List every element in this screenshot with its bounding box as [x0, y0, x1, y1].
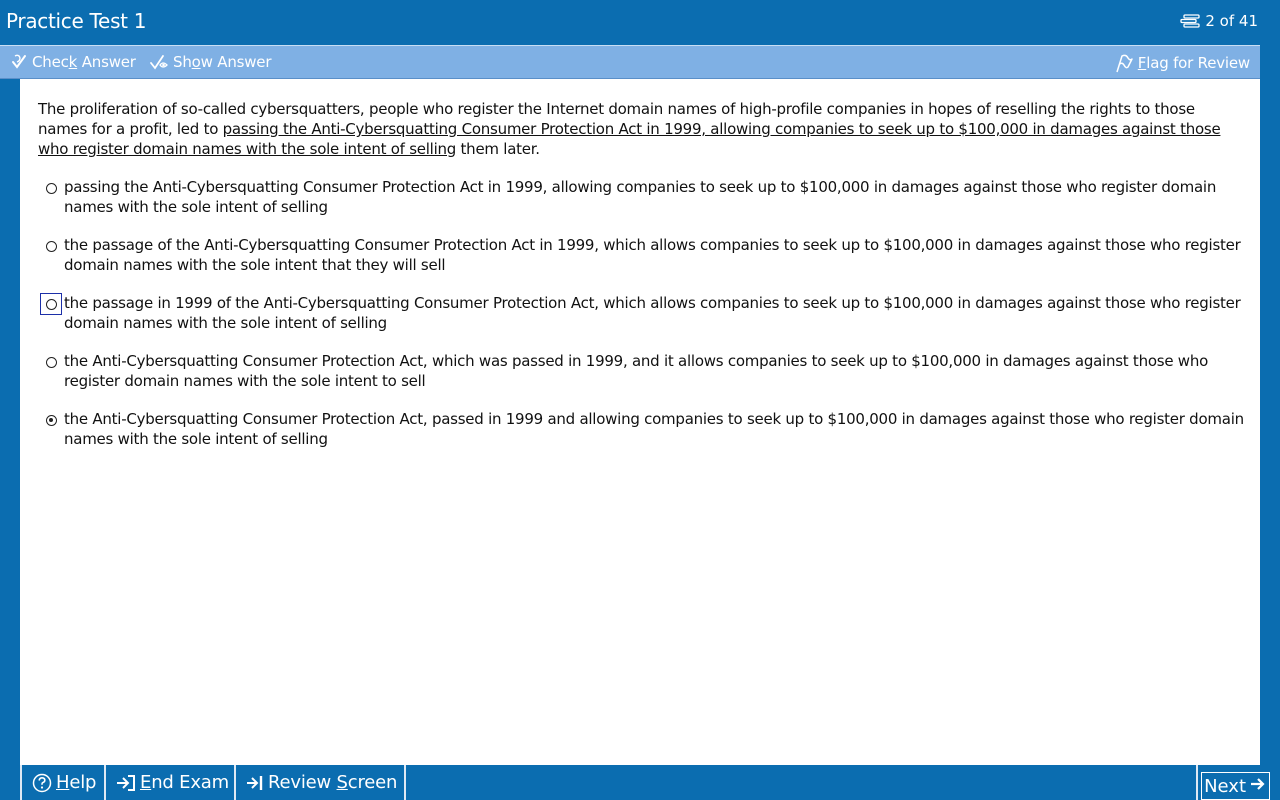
end-exam-icon [116, 774, 136, 792]
toolbar [0, 45, 1260, 79]
question-counter [1180, 12, 1258, 30]
divider [404, 765, 406, 800]
show-answer-icon [149, 53, 169, 71]
answer-text-b: the passage of the Anti-Cybersquatting Consumer Protection Act in 1999, which allows companies to seek up to $100,000 in damages against those who register domain names with the sole intent that they will sell [64, 236, 1241, 274]
radio-d-wrap[interactable] [40, 351, 62, 373]
counter-text: 2 of 41 [1205, 12, 1258, 30]
next-arrow-icon [1250, 776, 1266, 797]
question-prefix: The proliferation of so-called cybersquatters, people who register the Internet domain names of high-profile companies in hopes of reselling the rights to those names for a profit, led to [38, 100, 1195, 138]
answer-text-e: the Anti-Cybersquatting Consumer Protection Act, passed in 1999 and allowing companies to seek up to $100,000 in damages against those who register domain names with the sole intent of selling [64, 410, 1244, 448]
flag-icon [1114, 53, 1134, 73]
end-exam-button[interactable] [116, 765, 229, 800]
divider [1196, 765, 1198, 800]
radio-e-wrap[interactable] [40, 409, 62, 431]
answer-option-e[interactable] [40, 409, 1244, 467]
show-answer-button[interactable] [149, 53, 271, 71]
review-screen-label: Review Screen [268, 772, 398, 793]
radio-button-e-selected[interactable] [46, 415, 57, 426]
review-screen-button[interactable] [246, 765, 397, 800]
check-answer-icon [10, 53, 28, 71]
flag-for-review-label: Flag for Review [1137, 54, 1250, 72]
divider [104, 765, 106, 800]
answer-option-a[interactable] [40, 177, 1240, 235]
radio-button-b[interactable] [46, 241, 57, 252]
radio-button-c[interactable] [46, 299, 57, 310]
window-title: Practice Test 1 [6, 9, 147, 33]
next-label: Next [1204, 775, 1246, 797]
next-button[interactable] [1201, 772, 1270, 800]
answer-option-b[interactable] [40, 235, 1240, 293]
question-panel [20, 79, 1260, 765]
title-bar [0, 0, 1280, 44]
help-label: Help [56, 772, 97, 793]
answer-text-c: the passage in 1999 of the Anti-Cybersquatting Consumer Protection Act, which allows companies to seek up to $100,000 in damages against those who register domain names with the sole intent of selling [64, 294, 1241, 332]
help-icon [32, 773, 52, 793]
answer-options [40, 177, 1244, 467]
flag-for-review-button[interactable] [1114, 53, 1250, 73]
show-answer-label: Show Answer [173, 53, 272, 71]
answer-option-c[interactable] [40, 293, 1240, 351]
bottom-bar [20, 765, 1280, 800]
answer-text-a: passing the Anti-Cybersquatting Consumer Protection Act in 1999, allowing companies to seek up to $100,000 in damages against those who register domain names with the sole intent of selling [64, 178, 1217, 216]
question-underlined: passing the Anti-Cybersquatting Consumer Protection Act in 1999, allowing companies to seek up to $100,000 in damages against those who register domain names with the sole intent of selling [38, 120, 1221, 158]
radio-button-d[interactable] [46, 357, 57, 368]
divider [234, 765, 236, 800]
question-suffix: them later. [456, 140, 540, 158]
radio-c-wrap-focused[interactable] [40, 293, 62, 315]
review-screen-icon [246, 774, 264, 792]
question-stem [38, 99, 1238, 159]
check-answer-button[interactable] [10, 53, 136, 71]
answer-text-d: the Anti-Cybersquatting Consumer Protection Act, which was passed in 1999, and it allows companies to seek up to $100,000 in damages against those who register domain names with the sole intent to sell [64, 352, 1209, 390]
radio-a-wrap[interactable] [40, 177, 62, 199]
divider [20, 765, 22, 800]
check-answer-label: Check Answer [32, 53, 136, 71]
radio-button-a[interactable] [46, 183, 57, 194]
end-exam-label: End Exam [140, 772, 229, 793]
answer-option-d[interactable] [40, 351, 1240, 409]
counter-icon [1180, 14, 1200, 28]
radio-b-wrap[interactable] [40, 235, 62, 257]
help-button[interactable] [32, 765, 96, 800]
